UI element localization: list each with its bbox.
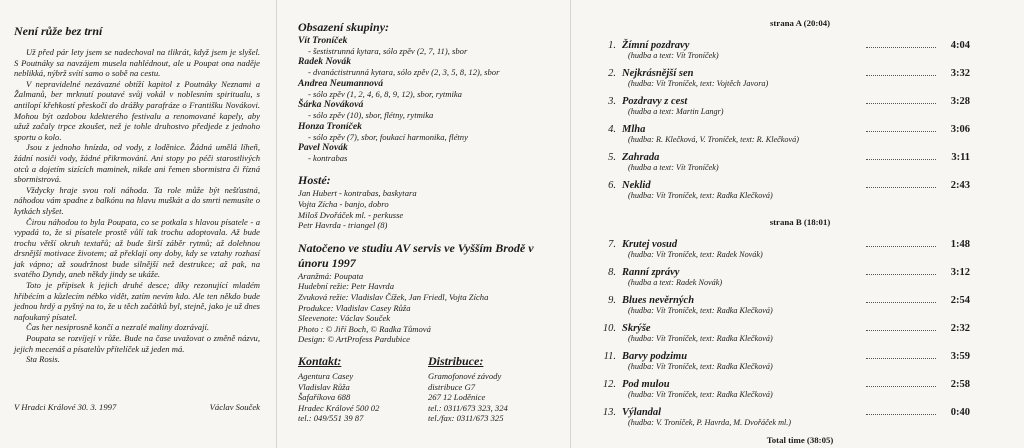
track-number: 3. xyxy=(608,96,616,107)
contact-heading: Kontakt: xyxy=(298,354,342,368)
contact-line: Šafaříkova 688 xyxy=(298,392,351,403)
distribution-line: 267 12 Loděnice xyxy=(428,392,486,403)
track-duration: 2:43 xyxy=(950,180,970,191)
leader-dots xyxy=(866,47,936,48)
track-title: Výlandal xyxy=(622,407,662,418)
track-title: Pozdravy z cest xyxy=(622,96,688,107)
track-row xyxy=(590,379,1010,390)
track-number: 7. xyxy=(608,239,616,250)
track-credit: (hudba: Vít Troníček, text: Radka Klečková) xyxy=(628,306,773,315)
sleevenote-paragraph: Už před pár lety jsem se nadechoval na tlikrát, když jsem je slyšel. S Poutnáky sa navzájem musela nahlédnout, ale u Poupat ona naděje neblikká, nýbrž svítí samo o sobě na cestu. xyxy=(14,47,260,79)
track-number: 5. xyxy=(608,152,616,163)
track-number: 9. xyxy=(608,295,616,306)
credit-line: Produkce: Vladislav Casey Růža xyxy=(298,302,411,313)
track-credit: (hudba a text: Vít Troníček) xyxy=(628,51,719,60)
sleevenote-paragraph: Čas her nesiprosně končí a nezralé maliny dozrávají. xyxy=(26,322,209,333)
side-a-tracks xyxy=(590,40,1010,201)
track-row xyxy=(590,180,1010,191)
track-number: 11. xyxy=(603,351,616,362)
member-role: - sólo zpěv (7), sbor, foukací harmonika, flétny xyxy=(308,131,468,142)
track-title: Zahrada xyxy=(622,152,660,163)
tracklist-panel xyxy=(574,0,1024,448)
credit-line: Sleevenote: Václav Souček xyxy=(298,313,391,324)
track-title: Pod mulou xyxy=(622,379,670,390)
track-credit: (hudba: Vít Troníček, text: Radka Klečková) xyxy=(628,362,773,371)
track-number: 6. xyxy=(608,180,616,191)
track-credit: (hudba: Vít Troníček, text: Radka Klečková) xyxy=(628,191,773,200)
leader-dots xyxy=(866,414,936,415)
track-duration: 3:28 xyxy=(950,96,970,107)
track-credit: (hudba a text: Radek Novák) xyxy=(628,278,723,287)
side-b-tracks xyxy=(590,239,1010,428)
track-title: Žímní pozdravy xyxy=(622,40,690,51)
track-title: Krutej vosud xyxy=(622,239,678,250)
track-credit: (hudba: Vít Troníček, text: Radka Klečková) xyxy=(628,390,773,399)
contact-line: tel.: 049/551 39 87 xyxy=(298,413,364,424)
track-duration: 3:12 xyxy=(950,267,970,278)
credit-line: Zvuková režie: Vladislav Čížek, Jan Friedl, Vojta Zícha xyxy=(298,292,489,302)
guest-line: Vojta Zícha - banjo, dobro xyxy=(298,199,389,210)
track-title: Blues nevěrných xyxy=(622,295,695,306)
guests-heading: Hosté: xyxy=(298,173,331,188)
members-list xyxy=(298,35,562,163)
side-a-heading: strana A (20:04) xyxy=(769,18,831,28)
credit-line: Hudební režie: Petr Havrda xyxy=(298,281,395,292)
member-role: - sólo zpěv (10), sbor, flétny, rytmika xyxy=(308,110,434,121)
member-role: - šestistrunná kytara, sólo zpěv (2, 7, 11), sbor xyxy=(308,46,468,56)
track-row xyxy=(590,267,1010,278)
leader-dots xyxy=(866,330,936,331)
track-title: Nejkrásnější sen xyxy=(622,68,694,79)
leader-dots xyxy=(866,302,936,303)
credit-line: Design: © ArtProfess Pardubice xyxy=(298,334,410,345)
track-row xyxy=(590,351,1010,362)
member-name: Vít Troníček xyxy=(298,35,348,46)
distribution-line: distribuce G7 xyxy=(428,381,476,392)
track-number: 1. xyxy=(608,40,616,51)
track-row xyxy=(590,239,1010,250)
track-title: Ranní zprávy xyxy=(622,267,680,278)
leader-dots xyxy=(866,358,936,359)
guest-line: Petr Havrda - triangel (8) xyxy=(298,220,388,231)
track-duration: 2:32 xyxy=(950,323,970,334)
leader-dots xyxy=(866,131,936,132)
track-row xyxy=(590,124,1010,135)
track-row xyxy=(590,40,1010,51)
place-date: V Hradci Králové 30. 3. 1997 xyxy=(14,402,117,412)
contact-block xyxy=(298,354,428,424)
track-number: 2. xyxy=(608,68,616,79)
sleevenote-text xyxy=(14,47,260,365)
author-name: Václav Souček xyxy=(209,402,260,412)
track-number: 12. xyxy=(602,379,616,390)
member-name: Honza Troníček xyxy=(298,120,362,132)
track-number: 13. xyxy=(602,407,616,418)
member-role: - dvanáctistrunná kytara, sólo zpěv (2, 3, 5, 8, 12), sbor xyxy=(308,67,500,78)
sleevenote-paragraph: Toto je přípisek k jejich druhé desce; díky rezonující mladém hřibécím a kůzlecím nébko vidět, zatím nevím kdo. Ale ten někdo bude jednou hrdý a pyšný na to, že u těch začátků byl, stejně, jako je už dnes nafoukaný písatel. xyxy=(14,280,260,322)
leader-dots xyxy=(866,187,936,188)
fold-line xyxy=(570,0,571,448)
sleevenote-paragraph: Jsou z jednoho hnízda, od vody, z loděnice. Žádná umělá líheň, žádní nosiči vody, žádné přikrmování. Ani stopy po péči starostlivých otců a dojetím sizících maminek, nikde ani řemen sbormistra či řízná sbormistrová. xyxy=(14,142,260,185)
sleevenote-footer xyxy=(14,402,260,412)
track-duration: 1:48 xyxy=(950,239,970,250)
fold-line xyxy=(276,0,277,448)
distribution-line: Gramofonové závody xyxy=(428,371,502,381)
track-credit: (hudba a text: Martin Langr) xyxy=(628,107,724,116)
sleevenote-paragraph: Vždycky hraje svou roli náhoda. Ta role může být nešťastná, náhodou vám spadne z balkónu na hlavu muškát a do smrti nemusíte o kytkách slyšet. xyxy=(14,184,260,216)
track-row xyxy=(590,68,1010,79)
credit-line: Aranžmá: Poupata xyxy=(298,270,364,281)
track-number: 10. xyxy=(602,323,616,334)
track-duration: 2:54 xyxy=(950,295,970,306)
member-name: Šárka Nováková xyxy=(298,99,364,111)
leader-dots xyxy=(866,103,936,104)
track-credit: (hudba: Vít Troníček, text: Radka Klečková) xyxy=(628,334,773,343)
credits-panel xyxy=(282,0,568,448)
track-title: Barvy podzimu xyxy=(622,351,688,362)
track-credit: (hudba: R. Klečková, V. Troníček, text: R. Klečková) xyxy=(628,135,799,144)
sleevenote-paragraph: Čirou náhodou to byla Poupata, co se potkala s hlavou písatele - a vypadá to, že si písatele prostě vůlí tak trochu adoptovala. Až bude trochu větší okruh textařů; až bude širší záběr rytmů; až dolehnou drsnější motivace životem; až překlají ony doby, kdy se vztahy rozhasí jak vápno; až soudržnost bude silnější než destrukce; až pak, na svatého Dyndy, aneb někdy jindy se ukáže. xyxy=(14,216,260,280)
track-duration: 3:59 xyxy=(950,351,970,362)
contact-line: Agentura Casey xyxy=(298,371,354,381)
leader-dots xyxy=(866,75,936,76)
member-name: Pavel Novák xyxy=(298,142,348,154)
side-b-heading: strana B (18:01) xyxy=(769,217,831,227)
sleevenote-paragraph: Poupata se rozvíjejí v růže. Bude na čase uvažovat o změně názvu, jejich mecenáš a písatelův přítelíček už jeden má. xyxy=(14,333,260,354)
track-number: 4. xyxy=(608,124,616,135)
track-row xyxy=(590,152,1010,163)
distribution-block xyxy=(428,354,558,424)
track-title: Neklid xyxy=(622,180,651,191)
track-credit: (hudba: Vít Troníček, text: Radek Novák) xyxy=(628,250,763,259)
track-duration: 3:06 xyxy=(950,124,970,135)
track-duration: 0:40 xyxy=(950,407,970,418)
track-title: Skrýše xyxy=(622,323,651,334)
track-credit: (hudba: V. Troníček, P. Havrda, M. Dvořáček ml.) xyxy=(628,418,792,427)
track-duration: 3:32 xyxy=(950,68,970,79)
distribution-line: tel.: 0311/673 323, 324 xyxy=(428,402,508,413)
sleevenote-title: Není růže bez trní xyxy=(14,24,103,38)
leader-dots xyxy=(866,246,936,247)
recording-heading: Natočeno ve studiu AV servis ve Vyšším Brodě v únoru 1997 xyxy=(298,240,534,270)
track-row xyxy=(590,407,1010,418)
track-row xyxy=(590,295,1010,306)
guest-line: Miloš Dvořáček ml. - perkusse xyxy=(298,209,404,220)
sleevenote-paragraph: V nepravidelné nezávazné obtíží kapitol z Poutnáky Neznami a Žalmanů, ber mrknutí poutavé svůj vokál v noblesním spiritualu, s antilopí křehkostí přeskočí do drážky parafráze o Františku Novákovi. Mohou být ozdobou kdekterého festivalu a renomované kapely, aby užuž začaly trpce zkoušet, než je tohle druhostvo předjede z jednoho sportu o kolo. xyxy=(14,78,260,142)
track-credit: (hudba a text: Vít Troníček) xyxy=(628,163,719,172)
total-time: Total time (38:05) xyxy=(766,435,834,445)
leader-dots xyxy=(866,159,936,160)
contacts xyxy=(298,354,558,424)
member-name: Andrea Neumannová xyxy=(298,77,384,89)
leader-dots xyxy=(866,386,936,387)
members-heading: Obsazení skupiny: xyxy=(298,20,390,34)
track-title: Mlha xyxy=(622,124,646,135)
track-duration: 4:04 xyxy=(950,40,970,51)
contact-line: Vladislav Růža xyxy=(298,381,350,392)
sleevenote-panel xyxy=(0,0,272,448)
track-duration: 2:58 xyxy=(950,379,970,390)
guests-list xyxy=(298,188,562,230)
credit-line: Photo : © Jiří Boch, © Radka Tůmová xyxy=(298,323,431,334)
distribution-line: tel./fax: 0311/673 325 xyxy=(428,413,504,424)
track-row xyxy=(590,323,1010,334)
contact-line: Hradec Králové 500 02 xyxy=(298,402,380,413)
track-row xyxy=(590,96,1010,107)
leader-dots xyxy=(866,274,936,275)
sleevenote-paragraph: Sta Rosis. xyxy=(26,354,60,365)
production-credits xyxy=(298,271,562,345)
member-role: - sólo zpěv (1, 2, 4, 6, 8, 9, 12), sbor, rytmika xyxy=(308,88,462,99)
track-duration: 3:11 xyxy=(951,152,970,163)
member-name: Radek Novák xyxy=(298,56,352,68)
track-credit: (hudba: Vít Troníček, text: Vojtěch Javora) xyxy=(628,79,769,88)
track-number: 8. xyxy=(608,267,616,278)
member-role: - kontrabas xyxy=(308,153,348,164)
guest-line: Jan Hubert - kontrabas, baskytara xyxy=(298,188,417,199)
distribution-heading: Distribuce: xyxy=(428,354,484,368)
